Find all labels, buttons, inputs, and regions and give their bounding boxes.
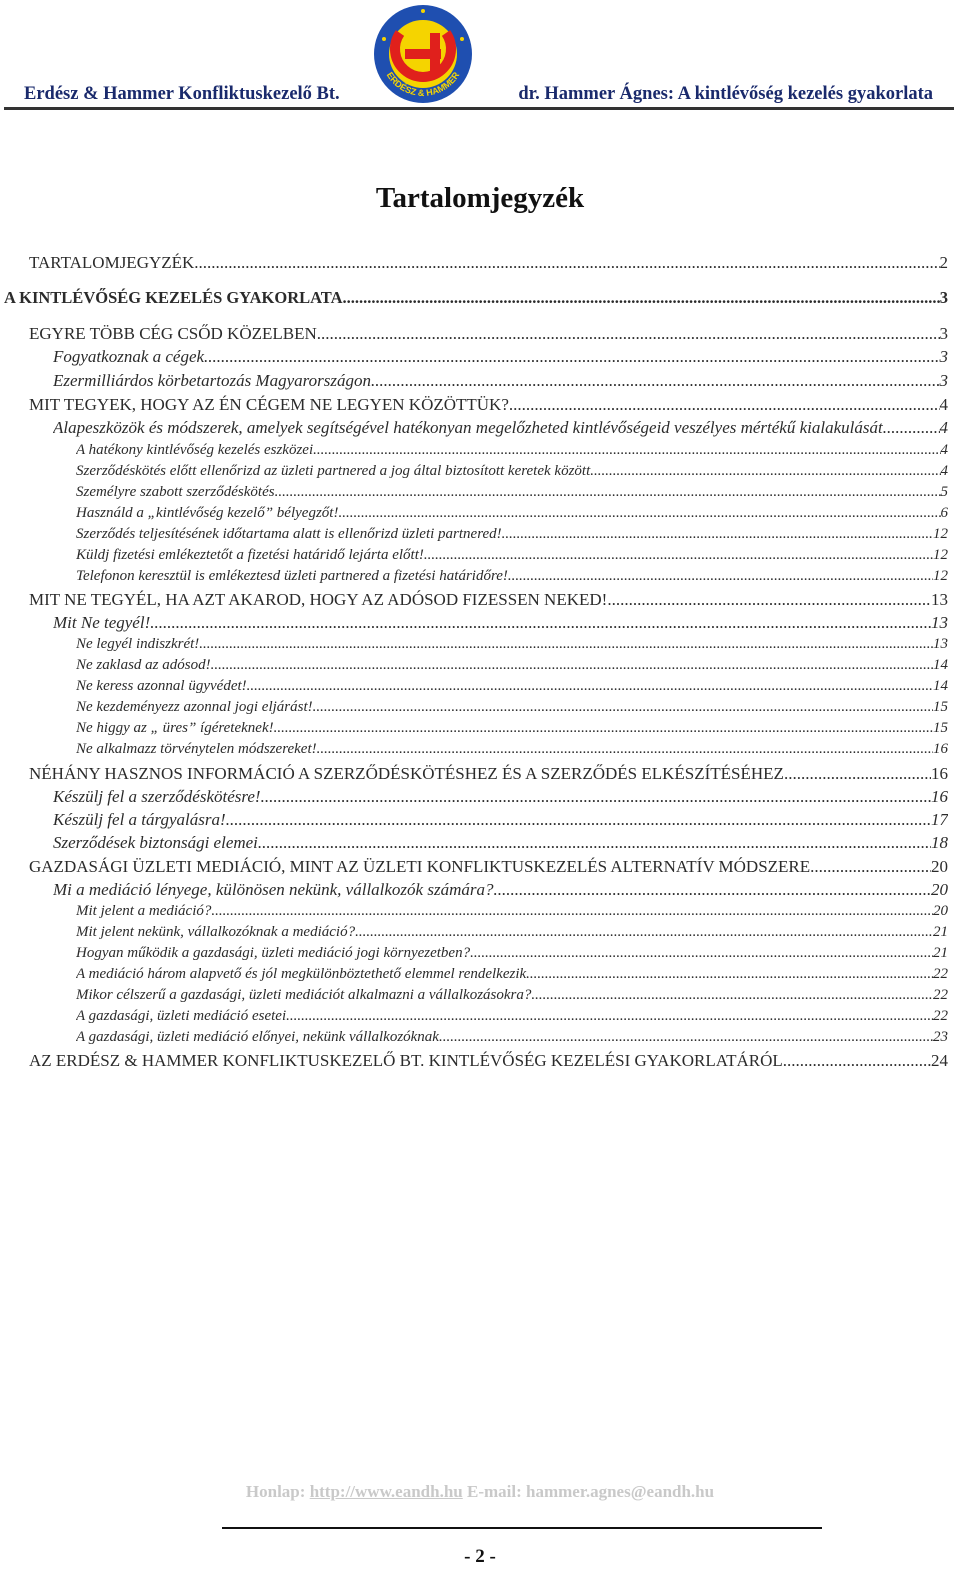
toc-leader-dots: [526, 966, 933, 983]
toc-entry-page: 20: [931, 880, 948, 899]
toc-entry-title: Ne zaklasd az adósod!: [76, 657, 211, 673]
footer-website-link[interactable]: http://www.eandh.hu: [309, 1482, 463, 1501]
header-right-title: dr. Hammer Ágnes: A kintlévőség kezelés gyakorlata: [518, 84, 933, 104]
toc-entry[interactable]: [76, 699, 948, 716]
toc-entry[interactable]: [29, 253, 948, 273]
toc-entry-title: Szerződések biztonsági elemei: [53, 833, 258, 852]
toc-entry[interactable]: [76, 987, 948, 1004]
toc-leader-dots: [226, 810, 931, 830]
toc-leader-dots: [509, 395, 940, 415]
toc-leader-dots: [286, 1008, 933, 1025]
toc-leader-dots: [343, 288, 940, 308]
toc-entry-title: Szerződéskötés előtt ellenőrizd az üzleti partnered a jog által biztosított keretek között: [76, 463, 591, 479]
toc-entry-title: Használd a „kintlévőség kezelő” bélyegzőt!: [76, 505, 339, 521]
toc-entry-title: Ne legyél indiszkrét!: [76, 636, 200, 652]
toc-entry-page: 15: [933, 720, 948, 736]
toc-entry[interactable]: [76, 463, 948, 480]
toc-entry[interactable]: [53, 810, 948, 830]
toc-entry[interactable]: [76, 636, 948, 653]
toc-entry-title: A hatékony kintlévőség kezelés eszközei: [76, 442, 314, 458]
toc-entry-page: 16: [931, 787, 948, 806]
toc-leader-dots: [274, 720, 933, 737]
toc-leader-dots: [313, 442, 940, 459]
toc-leader-dots: [784, 764, 931, 784]
toc-entry-title: Hogyan működik a gazdasági, üzleti mediáció jogi környezetben?: [76, 945, 471, 961]
toc-leader-dots: [810, 857, 931, 877]
toc-entry[interactable]: [53, 371, 948, 391]
toc-leader-dots: [424, 547, 933, 564]
toc-entry[interactable]: [53, 347, 948, 367]
toc-leader-dots: [150, 613, 931, 633]
toc-entry-title: Mikor célszerű a gazdasági, üzleti mediációt alkalmazni a vállalkozásokra?: [76, 987, 532, 1003]
toc-entry-page: 12: [933, 547, 948, 563]
toc-leader-dots: [607, 590, 931, 610]
toc-entry[interactable]: [29, 1051, 948, 1071]
toc-entry[interactable]: [76, 547, 948, 564]
toc-entry-title: Készülj fel a tárgyalásra!: [53, 810, 226, 829]
toc-entry[interactable]: [76, 678, 948, 695]
toc-entry-title: Készülj fel a szerződéskötésre!: [53, 787, 261, 806]
toc-entry-title: Ne alkalmazz törvénytelen módszereket!: [76, 741, 317, 757]
toc-entry-page: 12: [933, 568, 948, 584]
toc-entry-page: 16: [933, 741, 948, 757]
toc-entry[interactable]: [53, 613, 948, 633]
toc-leader-dots: [258, 833, 931, 853]
page-number: - 2 -: [464, 1546, 496, 1567]
toc-entry[interactable]: [29, 395, 948, 415]
toc-entry-title: Ezermilliárdos körbetartozás Magyarországon: [53, 371, 371, 390]
toc-entry[interactable]: [76, 966, 948, 983]
toc-entry-page: 21: [933, 945, 948, 961]
footer-contact: [0, 1482, 960, 1502]
toc-entry-page: 3: [939, 347, 948, 366]
toc-entry[interactable]: [76, 568, 948, 585]
toc-entry-title: MIT NE TEGYÉL, HA AZT AKAROD, HOGY AZ ADÓSOD FIZESSEN NEKED!: [29, 590, 608, 609]
toc-entry-page: 4: [940, 463, 948, 479]
toc-entry[interactable]: [53, 418, 948, 438]
toc-entry-title: Alapeszközök és módszerek, amelyek segítségével hatékonyan megelőzheted kintlévőségeid veszélyes mértékű kialakulását: [53, 418, 883, 437]
toc-leader-dots: [313, 699, 933, 716]
toc-entry-title: NÉHÁNY HASZNOS INFORMÁCIÓ A SZERZŐDÉSKÖTÉSHEZ ÉS A SZERZŐDÉS ELKÉSZÍTÉSÉHEZ: [29, 764, 784, 783]
toc-entry[interactable]: [29, 857, 948, 877]
footer-rule: [222, 1527, 822, 1529]
toc-leader-dots: [199, 636, 933, 653]
toc-entry-page: 22: [933, 966, 948, 982]
toc-entry-title: Személyre szabott szerződéskötés: [76, 484, 275, 500]
toc-entry-page: 4: [939, 418, 948, 437]
toc-entry-title: Mi a mediáció lényege, különösen nekünk, vállalkozók számára?: [53, 880, 494, 899]
toc-leader-dots: [275, 484, 941, 501]
toc-leader-dots: [194, 253, 939, 273]
toc-leader-dots: [470, 945, 933, 962]
toc-entry-title: AZ ERDÉSZ & HAMMER KONFLIKTUSKEZELŐ BT. KINTLÉVŐSÉG KEZELÉSI GYAKORLATÁRÓL: [29, 1051, 783, 1070]
toc-entry-page: 6: [940, 505, 948, 521]
toc-entry-page: 16: [931, 764, 948, 783]
toc-leader-dots: [211, 657, 933, 674]
toc-entry-page: 12: [933, 526, 948, 542]
toc-entry-title: TARTALOMJEGYZÉK: [29, 253, 195, 272]
toc-entry-page: 21: [933, 924, 948, 940]
toc-entry-page: 2: [939, 253, 948, 272]
toc-leader-dots: [211, 903, 933, 920]
toc-entry[interactable]: [76, 442, 948, 459]
toc-entry[interactable]: [29, 590, 948, 610]
toc-entry[interactable]: [76, 720, 948, 737]
toc-entry-title: Ne higgy az „ üres” ígéreteknek!: [76, 720, 274, 736]
toc-entry-title: EGYRE TÖBB CÉG CSŐD KÖZELBEN: [29, 324, 317, 343]
toc-leader-dots: [371, 371, 940, 391]
toc-entry[interactable]: [76, 505, 948, 522]
toc-entry-page: 20: [931, 857, 948, 876]
footer-email-link[interactable]: hammer.agnes@eandh.hu: [526, 1482, 715, 1501]
toc-entry-page: 20: [933, 903, 948, 919]
toc-leader-dots: [261, 787, 931, 807]
toc-entry[interactable]: [76, 924, 948, 941]
toc-entry-title: Küldj fizetési emlékeztetőt a fizetési határidő lejárta előtt!: [76, 547, 424, 563]
toc-leader-dots: [439, 1029, 933, 1046]
toc-leader-dots: [204, 347, 939, 367]
toc-entry-title: GAZDASÁGI ÜZLETI MEDIÁCIÓ, MINT AZ ÜZLETI KONFLIKTUSKEZELÉS ALTERNATÍV MÓDSZERE: [29, 857, 811, 876]
toc-leader-dots: [783, 1051, 931, 1071]
toc-entry-title: Telefonon keresztül is emlékeztesd üzleti partnered a fizetési határidőre!: [76, 568, 508, 584]
toc-entry-title: A KINTLÉVŐSÉG KEZELÉS GYAKORLATA: [4, 288, 343, 307]
toc-leader-dots: [502, 526, 933, 543]
logo-text: ERDÉSZ & HAMMER: [384, 70, 462, 98]
toc-entry-page: 14: [933, 657, 948, 673]
toc-entry[interactable]: [76, 526, 948, 543]
toc-leader-dots: [338, 505, 940, 522]
toc-entry-page: 13: [931, 590, 948, 609]
toc-leader-dots: [317, 324, 940, 344]
toc-entry-title: Fogyatkoznak a cégek: [53, 347, 205, 366]
toc-entry-page: 4: [940, 442, 948, 458]
header-rule: [4, 107, 954, 110]
toc-entry-page: 5: [940, 484, 948, 500]
toc-entry-title: A gazdasági, üzleti mediáció esetei: [76, 1008, 287, 1024]
toc-entry-page: 3: [939, 288, 948, 307]
toc-leader-dots: [883, 418, 940, 438]
toc-entry[interactable]: [76, 484, 948, 501]
footer-honlap-label: Honlap:: [245, 1482, 306, 1501]
toc-entry-title: Mit jelent a mediáció?: [76, 903, 212, 919]
toc-entry-page: 17: [931, 810, 948, 829]
toc-entry-page: 13: [933, 636, 948, 652]
toc-entry-title: Mit jelent nekünk, vállalkozóknak a mediáció?: [76, 924, 356, 940]
toc-entry-title: A gazdasági, üzleti mediáció előnyei, nekünk vállalkozóknak: [76, 1029, 439, 1045]
footer-email-label: E-mail:: [467, 1482, 522, 1501]
toc-entry[interactable]: [76, 945, 948, 962]
toc-entry-title: Ne keress azonnal ügyvédet!: [76, 678, 247, 694]
toc-entry[interactable]: [76, 657, 948, 674]
company-logo: [360, 3, 486, 105]
toc-leader-dots: [508, 568, 933, 585]
toc-leader-dots: [355, 924, 933, 941]
toc-entry[interactable]: [53, 787, 948, 807]
toc-leader-dots: [493, 880, 931, 900]
toc-entry[interactable]: [53, 880, 948, 900]
toc-entry[interactable]: [76, 1008, 948, 1025]
toc-entry-page: 24: [931, 1051, 948, 1070]
toc-entry-page: 4: [939, 395, 948, 414]
toc-entry-title: Szerződés teljesítésének időtartama alatt is ellenőrizd üzleti partnered!: [76, 526, 502, 542]
toc-entry-page: 14: [933, 678, 948, 694]
toc-leader-dots: [247, 678, 933, 695]
toc-entry-page: 23: [933, 1029, 948, 1045]
toc-entry-title: Ne kezdeményezz azonnal jogi eljárást!: [76, 699, 313, 715]
toc-entry-page: 22: [933, 1008, 948, 1024]
toc-entry-title: A mediáció három alapvető és jól megkülönböztethető elemmel rendelkezik: [76, 966, 527, 982]
toc-entry-page: 13: [931, 613, 948, 632]
toc-entry-page: 3: [939, 371, 948, 390]
toc-entry-page: 15: [933, 699, 948, 715]
toc-entry-page: 3: [939, 324, 948, 343]
toc-leader-dots: [590, 463, 940, 480]
toc-entry[interactable]: [4, 288, 948, 308]
toc-entry-title: Mit Ne tegyél!: [53, 613, 151, 632]
toc-entry[interactable]: [76, 903, 948, 920]
toc-entry[interactable]: [29, 324, 948, 344]
header-left-title: Erdész & Hammer Konfliktuskezelő Bt.: [24, 84, 340, 104]
toc-leader-dots: [531, 987, 933, 1004]
toc-entry[interactable]: [76, 741, 948, 758]
toc-entry-page: 22: [933, 987, 948, 1003]
toc-entry-page: 18: [931, 833, 948, 852]
page-title: Tartalomjegyzék: [375, 182, 585, 214]
toc-entry[interactable]: [53, 833, 948, 853]
toc-leader-dots: [317, 741, 933, 758]
toc-entry[interactable]: [29, 764, 948, 784]
toc-entry-title: MIT TEGYEK, HOGY AZ ÉN CÉGEM NE LEGYEN KÖZÖTTÜK?: [29, 395, 509, 414]
toc-entry[interactable]: [76, 1029, 948, 1046]
